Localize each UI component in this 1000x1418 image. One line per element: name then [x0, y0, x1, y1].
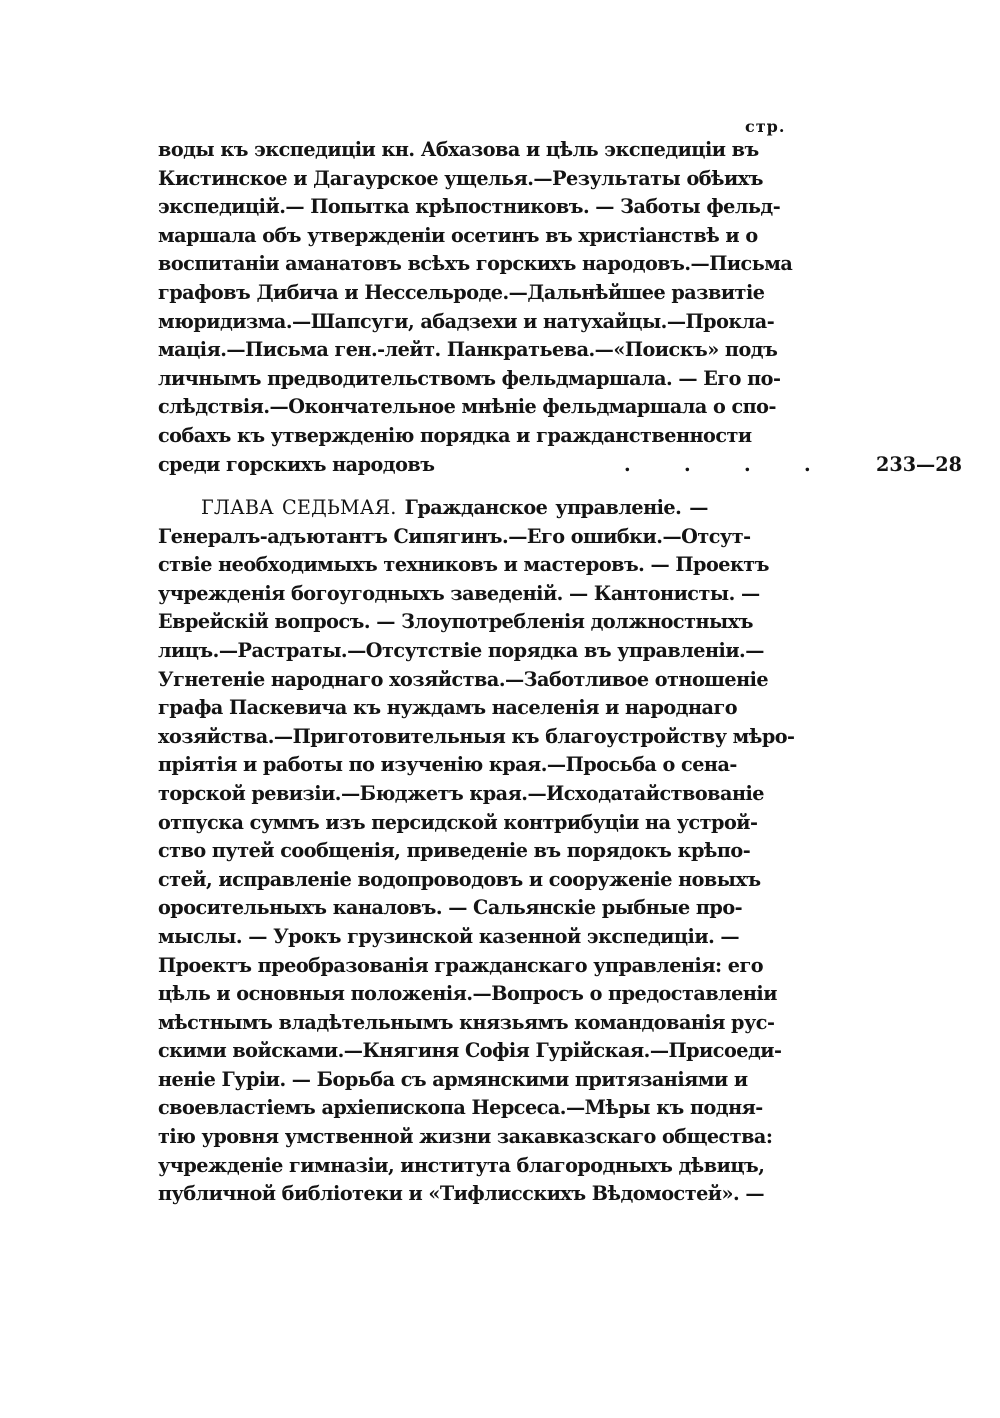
text-line: ство путей сообщенія, приведеніе въ порядокъ крѣпо- — [158, 839, 751, 863]
text-line: отпуска суммъ изъ персидской контрибуціи на устрой- — [158, 810, 758, 834]
text-line-last — [158, 451, 962, 480]
page-column-label: стр. — [745, 117, 786, 136]
text-line: экспедицій.— Попытка крѣпостниковъ. — Заботы фельд- — [158, 195, 781, 219]
text-line: ствіе необходимыхъ техниковъ и мастеровъ. — Проектъ — [158, 553, 769, 577]
text-line: Проектъ преобразованія гражданскаго управленія: его — [158, 953, 764, 977]
text-line: мація.—Письма ген.-лейт. Панкратьева.—«Поискъ» подъ — [158, 338, 778, 362]
text-line: мыслы. — Урокъ грузинской казенной экспедиціи. — — [158, 924, 740, 948]
text-line: учрежденіе гимназіи, института благородныхъ дѣвицъ, — [158, 1153, 765, 1177]
leader-dot: . — [684, 452, 691, 476]
text-line: хозяйства.—Приготовительныя къ благоустройству мѣро- — [158, 724, 795, 748]
text-line: мюридизма.—Шапсуги, абадзехи и натухайцы.—Прокла- — [158, 309, 775, 333]
text-line: оросительныхъ каналовъ. — Сальянскіе рыбные про- — [158, 896, 743, 920]
text-line: скими войсками.—Княгиня Софія Гурійская.—Присоеди- — [158, 1039, 782, 1063]
text-line: цѣль и основныя положенія.—Вопросъ о предоставленіи — [158, 982, 777, 1006]
leader-dot: . — [744, 452, 751, 476]
text-line: мѣстнымъ владѣтельнымъ князьямъ командованія рус- — [158, 1010, 775, 1034]
text-line: торской ревизіи.—Бюджетъ края.—Исходатайствованіе — [158, 781, 764, 805]
text-line: графа Паскевича къ нуждамъ населенія и народнаго — [158, 696, 738, 720]
text-line: пріятія и работы по изученію края.—Просьба о сена- — [158, 753, 737, 777]
chapter-first-line — [158, 494, 708, 523]
text-line: слѣдствія.—Окончательное мнѣніе фельдмаршала о спо- — [158, 395, 776, 419]
text-line: Генералъ-адъютантъ Сипягинъ.—Его ошибки.—Отсут- — [158, 524, 751, 548]
chapter-heading: ГЛАВА СЕДЬМАЯ. — [201, 496, 397, 519]
text-line: личнымъ предводительствомъ фельдмаршала. — Его по- — [158, 366, 781, 390]
text-line: лицъ.—Растраты.—Отсутствіе порядка въ управленіи.— — [158, 638, 764, 662]
leader-dot: . — [624, 452, 631, 476]
text-line: воды къ экспедиціи кн. Абхазова и цѣль экспедиціи въ — [158, 138, 759, 161]
text-line: тію уровня умственной жизни закавказскаго общества: — [158, 1125, 773, 1149]
text-line: воспитаніи аманатовъ всѣхъ горскихъ народовъ.—Письма — [158, 252, 793, 276]
text-line: своевластіемъ архіепископа Нерсеса.—Мѣры къ подня- — [158, 1096, 763, 1120]
text-line: стей, исправленіе водопроводовъ и сооруженіе новыхъ — [158, 867, 761, 891]
section-1-text — [158, 136, 962, 479]
section-2-text — [158, 494, 795, 1209]
text-line: Угнетеніе народнаго хозяйства.—Заботливое отношеніе — [158, 667, 769, 691]
text-line: Еврейскій вопросъ. — Злоупотребленія должностныхъ — [158, 610, 753, 634]
leader-dots — [624, 451, 864, 480]
text-line: Кистинское и Дагаурское ущелья.—Результаты обѣихъ — [158, 166, 763, 190]
page-range: 233—28 — [876, 452, 962, 476]
leader-dot: . — [804, 452, 811, 476]
text-line: публичной библіотеки и «Тифлисскихъ Вѣдомостей». — — [158, 1182, 765, 1206]
chapter-subtitle: Гражданское управленіе. — — [404, 496, 708, 519]
text-line: неніе Гуріи. — Борьба съ армянскими притязаніями и — [158, 1067, 748, 1091]
last-line-text: среди горскихъ народовъ — [158, 452, 435, 476]
text-line: собахъ къ утвержденію порядка и гражданственности — [158, 423, 752, 447]
text-line: учрежденія богоугодныхъ заведеній. — Кантонисты. — — [158, 581, 760, 605]
text-line: маршала объ утвержденіи осетинъ въ христіанствѣ и о — [158, 223, 758, 247]
text-line: графовъ Дибича и Нессельроде.—Дальнѣйшее развитіе — [158, 280, 765, 304]
